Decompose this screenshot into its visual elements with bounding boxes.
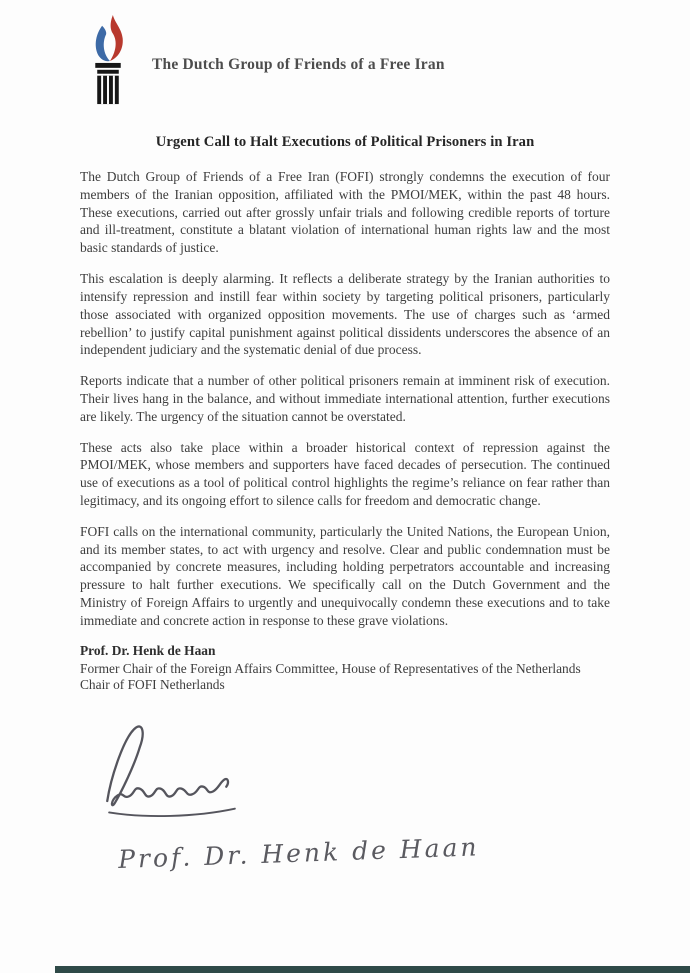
column-flute	[113, 76, 115, 104]
column-cap	[95, 63, 120, 68]
signatory-role: Former Chair of the Foreign Affairs Committee, House of Representatives of the Netherlands	[80, 660, 581, 676]
bottom-edge-bar	[55, 966, 690, 973]
column-band	[97, 70, 119, 74]
letter-body	[80, 168, 610, 630]
signature-scrawl-icon	[92, 719, 292, 824]
signature-underline	[109, 809, 235, 816]
signatory-role-2: Chair of FOFI Netherlands	[80, 677, 225, 693]
flame-white-core	[105, 32, 113, 59]
signature-block	[80, 643, 610, 693]
signature-stroke	[107, 727, 228, 806]
letterhead	[0, 0, 690, 107]
paragraph-1: The Dutch Group of Friends of a Free Iran (FOFI) strongly condemns the execution of four members of the Iranian opposition, affiliated with the PMOI/MEK, within the past 48 hours. These executions, carried out after grossly unfair trials and following credible reports of torture and ill-treatment, constitute a blatant violation of international human rights law and the most basic standards of justice.	[80, 169, 610, 256]
handwritten-name: Prof. Dr. Henk de Haan	[117, 832, 480, 875]
paragraph-2: This escalation is deeply alarming. It reflects a deliberate strategy by the Iranian authorities to intensify repression and instill fear within society by targeting political prisoners, particularly those associated with organized opposition movements. The use of charges such as ‘armed rebellion’ to justify capital punishment against political dissidents underscores the absence of an independent judiciary and the systematic denial of due process.	[80, 271, 610, 358]
column-flute	[107, 76, 109, 104]
torch-icon	[88, 14, 128, 107]
column-flute	[101, 76, 103, 104]
signatory-name: Prof. Dr. Henk de Haan	[80, 642, 216, 658]
org-name: The Dutch Group of Friends of a Free Iran	[152, 55, 445, 73]
paragraph-5: FOFI calls on the international community, particularly the United Nations, the European Union, and its member states, to act with urgency and resolve. Clear and public condemnation must be accompanied by concrete measures, including holding perpetrators accountable and increasing pressure to halt further executions. We specifically call on the Dutch Government and the Ministry of Foreign Affairs to urgently and unequivocally condemn these executions and to take immediate and concrete action in response to these grave violations.	[80, 523, 610, 628]
paragraph-3: Reports indicate that a number of other political prisoners remain at imminent risk of execution. Their lives hang in the balance, and without immediate international attention, further executions are likely. The urgency of the situation cannot be overstated.	[80, 373, 610, 424]
paragraph-4: These acts also take place within a broader historical context of repression against the PMOI/MEK, whose members and supporters have faced decades of persecution. The continued use of executions as a tool of political control highlights the regime’s reliance on fear rather than legitimacy, and its ongoing effort to silence calls for freedom and democratic change.	[80, 439, 610, 508]
letter-title: Urgent Call to Halt Executions of Political Prisoners in Iran	[155, 134, 535, 150]
